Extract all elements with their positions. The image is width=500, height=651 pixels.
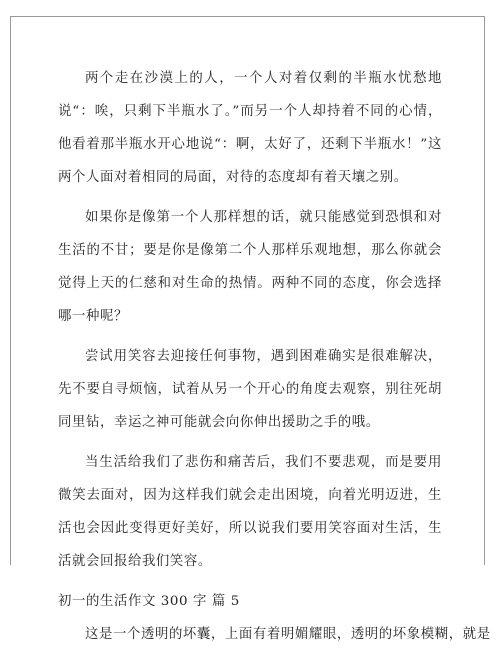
paragraph-1: 两个走在沙漠上的人，一个人对着仅剩的半瓶水忧愁地说“：唉，只剩下半瓶水了。”而另一个人却持着不同的心情，他看着那半瓶水开心地说“：啊，太好了，还剩下半瓶水！”这两个人面对着相同的局面，对待的态度却有着天壤之别。: [58, 71, 442, 185]
page-border-top: [10, 16, 484, 17]
paragraph-3: 尝试用笑容去迎接任何事物，遇到困难确实是很难解决，先不要自寻烦恼，试着从另一个开心的角度去观察，别往死胡同里钻，幸运之神可能就会向你伸出援助之手的哦。: [58, 349, 442, 430]
partial-text-line: 这是一个透明的坏囊，上面有着明媚耀眼，透明的坏象模糊，就是: [85, 627, 491, 642]
page-border-left: [10, 16, 11, 565]
paragraph-2: 如果你是像第一个人那样想的话，就只能感觉到恐惧和对生活的不甘；要是你是像第二个人那样乐观地想，那么你就会觉得上天的仁慈和对生命的热情。两种不同的态度，你会选择哪一种呢？: [58, 210, 442, 324]
paragraph-4: 当生活给我们了悲伤和痛苦后，我们不要悲观，而是要用微笑去面对，因为这样我们就会走出困境，向着光明迈进，生活也会因此变得更好美好，所以说我们要用笑容面对生活，生活就会回报给我们笑容。: [58, 455, 442, 569]
section-heading: 初一的生活作文 300 字 篇 5: [58, 594, 240, 609]
page-border-right: [484, 16, 485, 565]
document-body: [58, 62, 491, 648]
